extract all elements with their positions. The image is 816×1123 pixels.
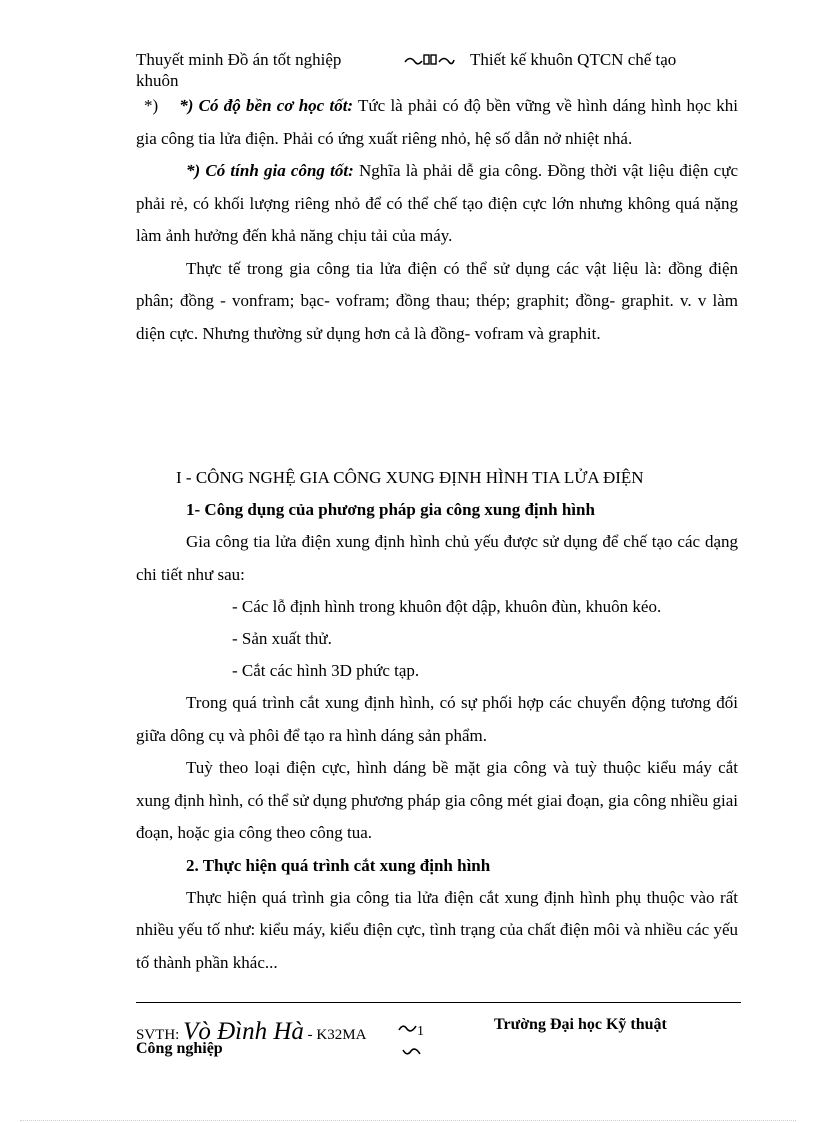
paragraph-motion: Trong quá trình cắt xung định hình, có sự phối hợp các chuyển động tương đối giữa dông cụ và phôi để tạo ra hình dáng sản phẩm. xyxy=(136,693,738,745)
footer-divider xyxy=(136,1002,741,1003)
page-footer xyxy=(136,1012,741,1062)
bullet-marker: *) xyxy=(144,96,159,115)
header-left: Thuyết minh Đồ án tốt nghiệp xyxy=(136,50,342,69)
paragraph-lead: *) Có tính gia công tốt: xyxy=(186,161,354,180)
list-item: - Sản xuất thử. xyxy=(232,629,332,648)
paragraph-machinability xyxy=(136,155,738,253)
paragraph-methods: Tuỳ theo loại điện cực, hình dáng bề mặt gia công và tuỳ thuộc kiểu máy cắt xung định hình, có thể sử dụng phương pháp gia công mét giai đoạn, gia công nhiều giai đoạn, hoặc gia công theo công tua. xyxy=(136,758,739,842)
page-bottom-border xyxy=(20,1120,796,1121)
paragraph-lead: *) Có độ bền cơ học tốt: xyxy=(179,96,354,115)
decorative-ornament-icon xyxy=(398,1022,418,1034)
student-name: Vò Đình Hà xyxy=(183,1018,304,1045)
decorative-ornament-icon xyxy=(403,50,455,70)
paragraph-intro: Gia công tia lửa điện xung định hình chủ yếu được sử dụng để chế tạo các dạng chi tiết như sau: xyxy=(136,532,738,584)
student-class: - K32MA xyxy=(307,1027,367,1043)
footer-school: Trường Đại học Kỹ thuật xyxy=(494,1016,667,1033)
paragraph-strength xyxy=(136,90,738,155)
list-item: - Các lỗ định hình trong khuôn đột dập, khuôn đùn, khuôn kéo. xyxy=(232,597,662,616)
paragraph-text: Tức là phải có độ bền vững về hình dáng hình học khi gia công tia lửa điện. Phải có ứng xuất riêng nhỏ, hệ số dẫn nở nhiệt nhá. xyxy=(136,96,739,148)
subsection-title-2: 2. Thực hiện quá trình cắt xung định hình xyxy=(186,855,491,875)
footer-school-continuation: Công nghiệp xyxy=(136,1040,223,1057)
page-number: 1 xyxy=(417,1024,424,1039)
list-item: - Cắt các hình 3D phức tạp. xyxy=(232,661,420,680)
svth-label: SVTH: xyxy=(136,1027,180,1043)
paragraph-factors: Thực hiện quá trình gia công tia lửa điện cắt xung định hình phụ thuộc vào rất nhiều yếu tố như: kiểu máy, kiểu điện cực, tình trạng của chất điện môi và nhiều các yếu tố thành phần khác... xyxy=(136,887,738,972)
section-body xyxy=(136,462,738,979)
paragraph-materials: Thực tế trong gia công tia lửa điện có thể sử dụng các vật liệu là: đồng điện phân; đồng - vonfram; bạc- vofram; đồng thau; thép; graphit; đồng- graphit. v. v làm diện cực. Nhưng thường sử dụng hơn cả là đồng- vofram và graphit. xyxy=(136,258,738,343)
document-body xyxy=(136,90,738,350)
decorative-ornament-icon xyxy=(402,1045,422,1057)
section-title: I - CÔNG NGHỆ GIA CÔNG XUNG ĐỊNH HÌNH TIA LỬA ĐIỆN xyxy=(176,468,644,487)
header-right: Thiết kế khuôn QTCN chế tạo xyxy=(470,50,677,69)
paragraph-text: Nghĩa là phải dễ gia công. Đồng thời vật liệu điện cực phải rẻ, có khối lượng riêng nhỏ để có thể chế tạo điện cực lớn nhưng không quá nặng làm ảnh hưởng đến khả năng chịu tải của máy. xyxy=(136,161,738,245)
subsection-title-1: 1- Công dụng của phương pháp gia công xung định hình xyxy=(186,500,595,519)
header-right-continuation: khuôn xyxy=(136,71,179,90)
